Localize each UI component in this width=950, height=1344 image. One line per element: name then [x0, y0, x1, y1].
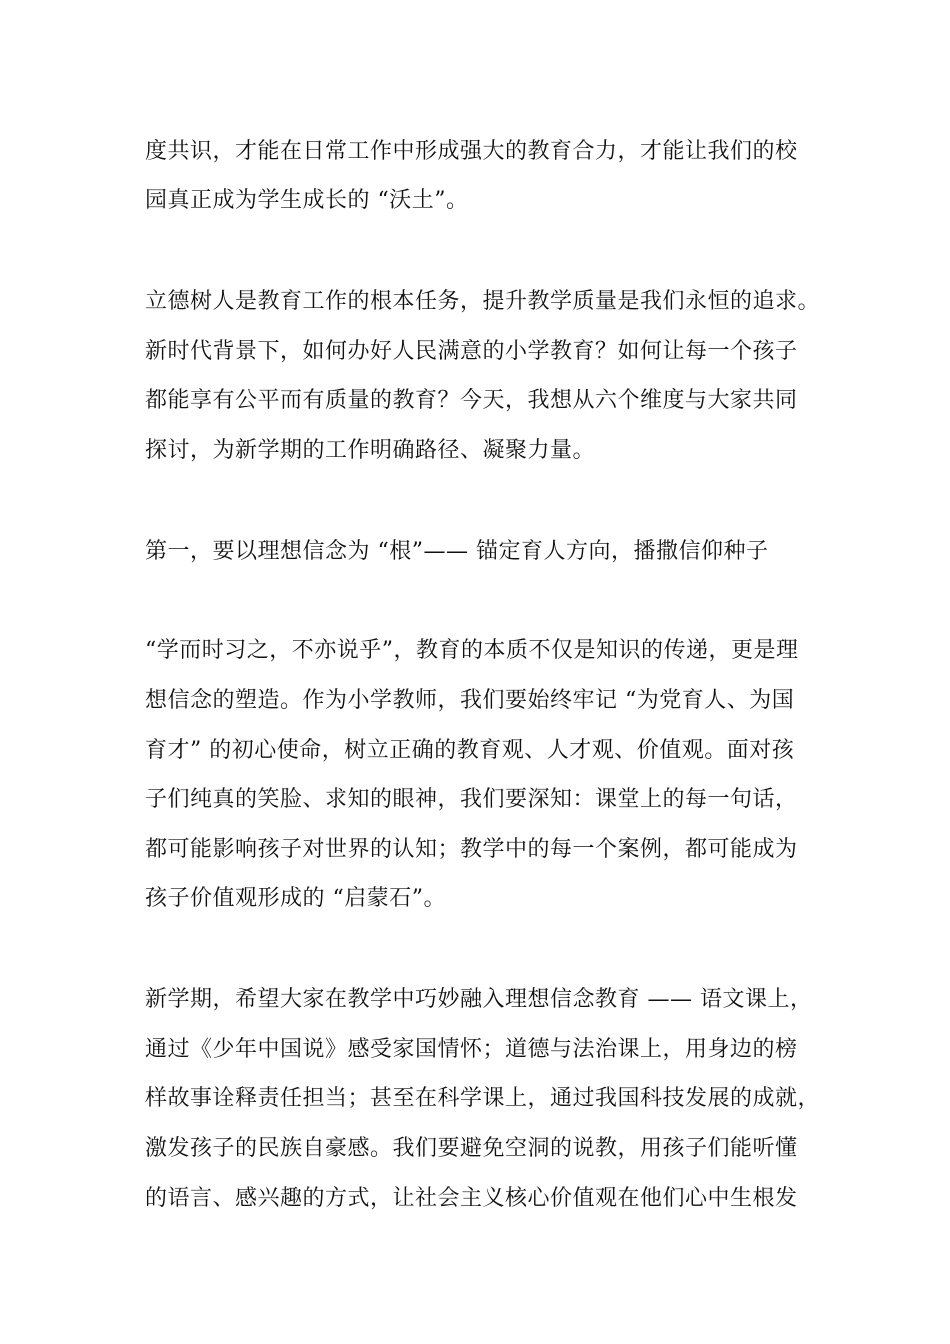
text-line: 度共识，才能在日常工作中形成强大的教育合力，才能让我们的校 — [145, 139, 798, 164]
text-line: 都能享有公平而有质量的教育？今天，我想从六个维度与大家共同 — [145, 388, 798, 413]
text-line: 育才” 的初心使命，树立正确的教育观、人才观、价值观。面对孩 — [145, 738, 795, 763]
text-line: 新学期，希望大家在教学中巧妙融入理想信念教育 —— 语文课上， — [145, 987, 813, 1012]
text-line: 通过《少年中国说》感受家国情怀；道德与法治课上，用身边的榜 — [145, 1037, 798, 1062]
text-line: 样故事诠释责任担当；甚至在科学课上，通过我国科技发展的成就， — [145, 1086, 821, 1111]
text-line: 都可能影响孩子对世界的认知；教学中的每一个案例，都可能成为 — [145, 837, 798, 862]
text-line: 园真正成为学生成长的 “沃土”。 — [145, 188, 469, 213]
text-line: 探讨，为新学期的工作明确路径、凝聚力量。 — [145, 438, 596, 463]
text-line: “学而时习之，不亦说乎”，教育的本质不仅是知识的传递，更是理 — [145, 638, 799, 663]
text-line: 立德树人是教育工作的根本任务，提升教学质量是我们永恒的追求。 — [145, 289, 821, 314]
text-line: 新时代背景下，如何办好人民满意的小学教育？如何让每一个孩子 — [145, 339, 798, 364]
text-line: 想信念的塑造。作为小学教师，我们要始终牢记 “为党育人、为国 — [145, 688, 795, 713]
text-line: 激发孩子的民族自豪感。我们要避免空洞的说教，用孩子们能听懂 — [145, 1136, 798, 1161]
section-heading: 第一，要以理想信念为 “根”—— 锚定育人方向，播撒信仰种子 — [145, 539, 769, 564]
text-line: 子们纯真的笑脸、求知的眼神，我们要深知：课堂上的每一句话， — [145, 787, 798, 812]
text-line: 的语言、感兴趣的方式，让社会主义核心价值观在他们心中生根发 — [145, 1186, 798, 1211]
text-line: 孩子价值观形成的 “启蒙石”。 — [145, 886, 446, 911]
